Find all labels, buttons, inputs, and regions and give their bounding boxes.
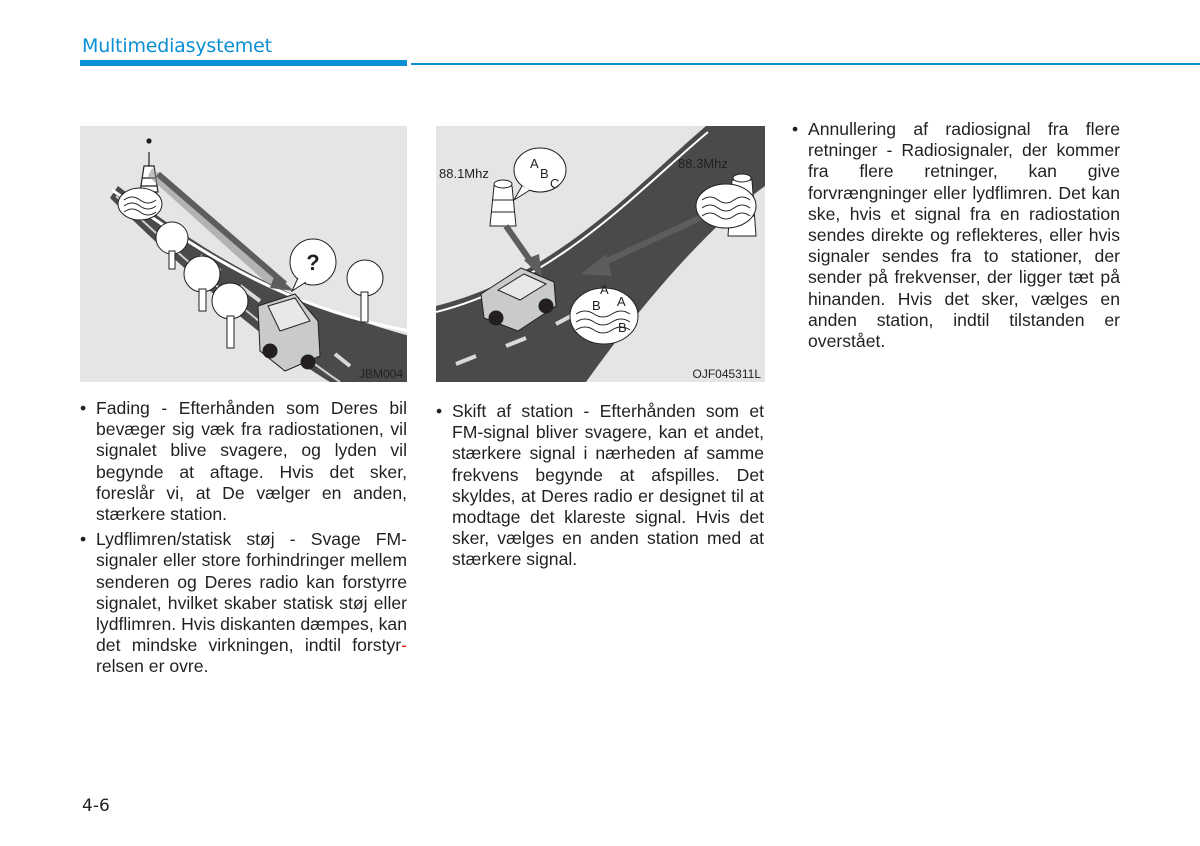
bullet-fading bbox=[80, 398, 407, 525]
bullet-text: Fading - Efterhånden som Deres bil bevæger sig væk fra radiostationen, vil signalet blive svagere, og lyden vil begynde at aftage. Hvis det sker, foreslår vi, at De vælger en anden, stærkere station. bbox=[96, 398, 407, 525]
figure-fading bbox=[80, 126, 407, 382]
bullet-text-tail: relsen er ovre. bbox=[96, 656, 209, 677]
figure-code: OJF045311L bbox=[692, 367, 761, 381]
wave-letter: A bbox=[600, 282, 609, 297]
header-rule-thin bbox=[411, 63, 1200, 65]
fading-illustration bbox=[80, 126, 407, 382]
column-2 bbox=[436, 401, 764, 575]
bullet-text: Lydflimren/statisk støj - Svage FM-signaler eller store forhindringer mellem senderen og Deres radio kan forstyrre signalet, hvilket skaber statisk støj eller lydflimren. Hvis diskanten dæmpes, kan det mindske virkningen, indtil forstyr bbox=[96, 529, 407, 656]
column-1 bbox=[80, 398, 407, 682]
hyphenation-mark: - bbox=[401, 635, 407, 656]
frequency-label-right: 88.3Mhz bbox=[678, 156, 728, 171]
bubble-letter: A bbox=[530, 156, 539, 171]
bullet-list bbox=[80, 398, 407, 678]
page-number: 4-6 bbox=[82, 796, 110, 816]
section-title: Multimediasystemet bbox=[82, 35, 272, 57]
bullet-text: Annullering af radiosignal fra flere retninger - Radiosignaler, der kommer fra flere retninger, kan give forvrængninger eller lydflimren. Det kan ske, hvis et signal fra en radiostation sendes direkte og reflekteres, eller hvis signaler sendes fra to stationer, der sender på frekvenser, der ligger tæt på hinanden. Hvis det sker, vælges en anden station, indtil tilstanden er overstået. bbox=[808, 119, 1120, 352]
bullet-list bbox=[436, 401, 764, 571]
wave-letter: B bbox=[592, 298, 601, 313]
bubble-letter: B bbox=[540, 166, 549, 181]
bubble-letter: C bbox=[550, 176, 560, 191]
bullet-static-noise bbox=[80, 529, 407, 677]
column-3 bbox=[792, 119, 1120, 356]
figure-code: JBM004 bbox=[358, 367, 403, 381]
bullet-multipath bbox=[792, 119, 1120, 352]
figure-station-switch bbox=[436, 126, 765, 382]
wave-letter: A bbox=[617, 294, 626, 309]
bullet-station-switch bbox=[436, 401, 764, 571]
bullet-text: Skift af station - Efterhånden som et FM-signal bliver svagere, kan et andet, stærkere signal i nærheden af samme frekvens begynde at afspilles. Det skyldes, at Deres radio er designet til at modtage det klareste signal. Hvis det sker, vælges en anden station med at stærkere signal. bbox=[452, 401, 764, 570]
station-switch-illustration bbox=[436, 126, 765, 382]
frequency-label-left: 88.1Mhz bbox=[439, 166, 489, 181]
wave-letter: B bbox=[618, 320, 627, 335]
bullet-list bbox=[792, 119, 1120, 352]
question-mark-label: ? bbox=[306, 250, 320, 275]
header-rule-thick bbox=[80, 60, 407, 66]
